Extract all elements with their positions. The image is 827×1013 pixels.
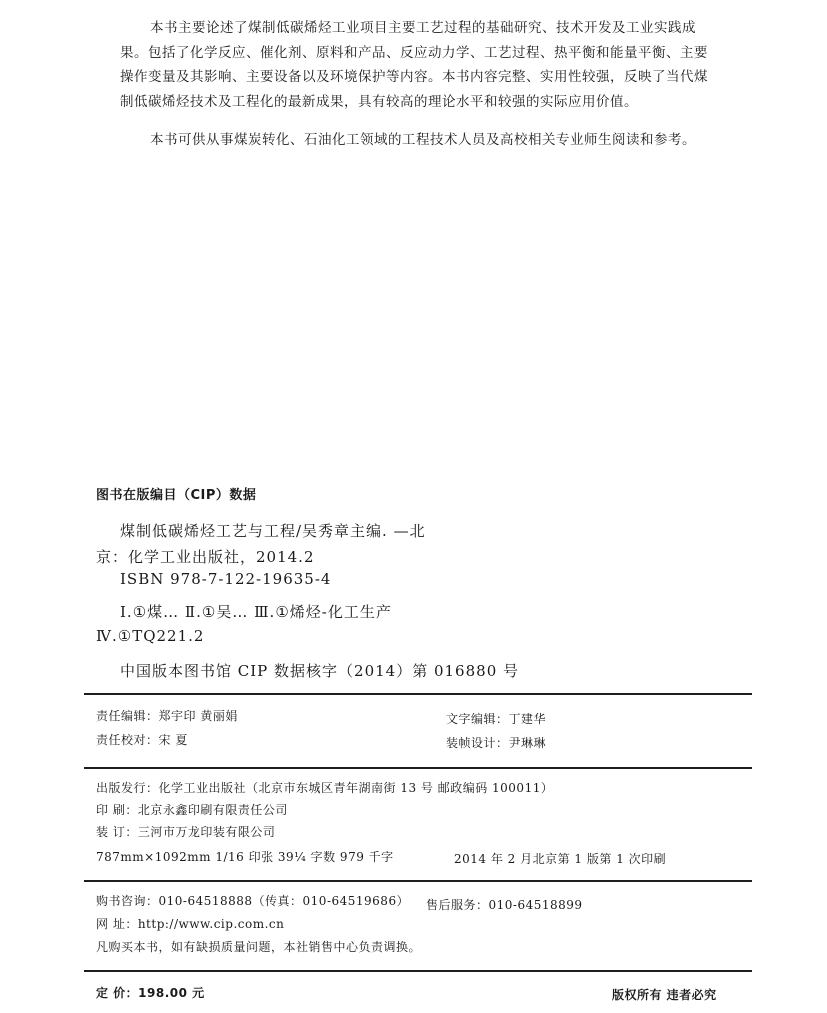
price: 定 价：198.00 元 bbox=[96, 986, 205, 1000]
abstract-paragraph-1: 本书主要论述了煤制低碳烯烃工业项目主要工艺过程的基础研究、技术开发及工业实践成果。包括了化学反应、催化剂、原料和产品、反应动力学、工艺过程、热平衡和能量平衡、主要操作变量及其影响、主要设备以及环境保护等内容。本书内容完整、实用性较强，反映了当代煤制低碳烯烃技术及工程化的最新成果，具有较高的理论水平和较强的实际应用价值。 bbox=[120, 20, 708, 110]
website: 网 址：http://www.cip.com.cn bbox=[96, 917, 285, 931]
publisher: 出版发行：化学工业出版社（北京市东城区青年湖南街 13 号 邮政编码 100011） bbox=[96, 781, 554, 795]
cip-classification-2: Ⅳ.①TQ221.2 bbox=[96, 627, 205, 645]
divider-4 bbox=[84, 970, 752, 972]
service-phone: 售后服务：010-64518899 bbox=[426, 898, 583, 912]
edition-info: 2014 年 2 月北京第 1 版第 1 次印刷 bbox=[454, 852, 667, 866]
copyright-notice: 版权所有 违者必究 bbox=[612, 988, 717, 1002]
printer: 印 刷：北京永鑫印刷有限责任公司 bbox=[96, 803, 288, 817]
cover-design: 装帧设计：尹琳琳 bbox=[446, 736, 547, 750]
divider-3 bbox=[84, 880, 752, 882]
abstract-paragraph-2: 本书可供从事煤炭转化、石油化工领域的工程技术人员及高校相关专业师生阅读和参考。 bbox=[150, 132, 696, 148]
format-info: 787mm×1092mm 1/16 印张 39¼ 字数 979 千字 bbox=[96, 850, 394, 864]
text-editor: 文字编辑：丁建华 bbox=[446, 712, 547, 726]
order-phone: 购书咨询：010-64518888（传真：010-64519686） bbox=[96, 894, 410, 908]
responsible-editor: 责任编辑：郑宇印 黄丽娟 bbox=[96, 709, 238, 723]
cip-line-1: 煤制低碳烯烃工艺与工程/吴秀章主编. —北 bbox=[120, 522, 426, 540]
proofreader: 责任校对：宋 夏 bbox=[96, 733, 188, 747]
divider-1 bbox=[84, 693, 752, 695]
replacement-notice: 凡购买本书，如有缺损质量问题，本社销售中心负责调换。 bbox=[96, 940, 422, 954]
divider-2 bbox=[84, 767, 752, 769]
cip-record-number: 中国版本图书馆 CIP 数据核字（2014）第 016880 号 bbox=[120, 662, 520, 680]
cip-classification-1: Ⅰ.①煤… Ⅱ.①吴… Ⅲ.①烯烃-化工生产 bbox=[120, 603, 392, 621]
binder: 装 订：三河市万龙印装有限公司 bbox=[96, 825, 276, 839]
cip-isbn: ISBN 978-7-122-19635-4 bbox=[120, 570, 332, 588]
cip-line-2: 京：化学工业出版社，2014.2 bbox=[96, 548, 315, 566]
cip-title: 图书在版编目（CIP）数据 bbox=[96, 488, 257, 503]
